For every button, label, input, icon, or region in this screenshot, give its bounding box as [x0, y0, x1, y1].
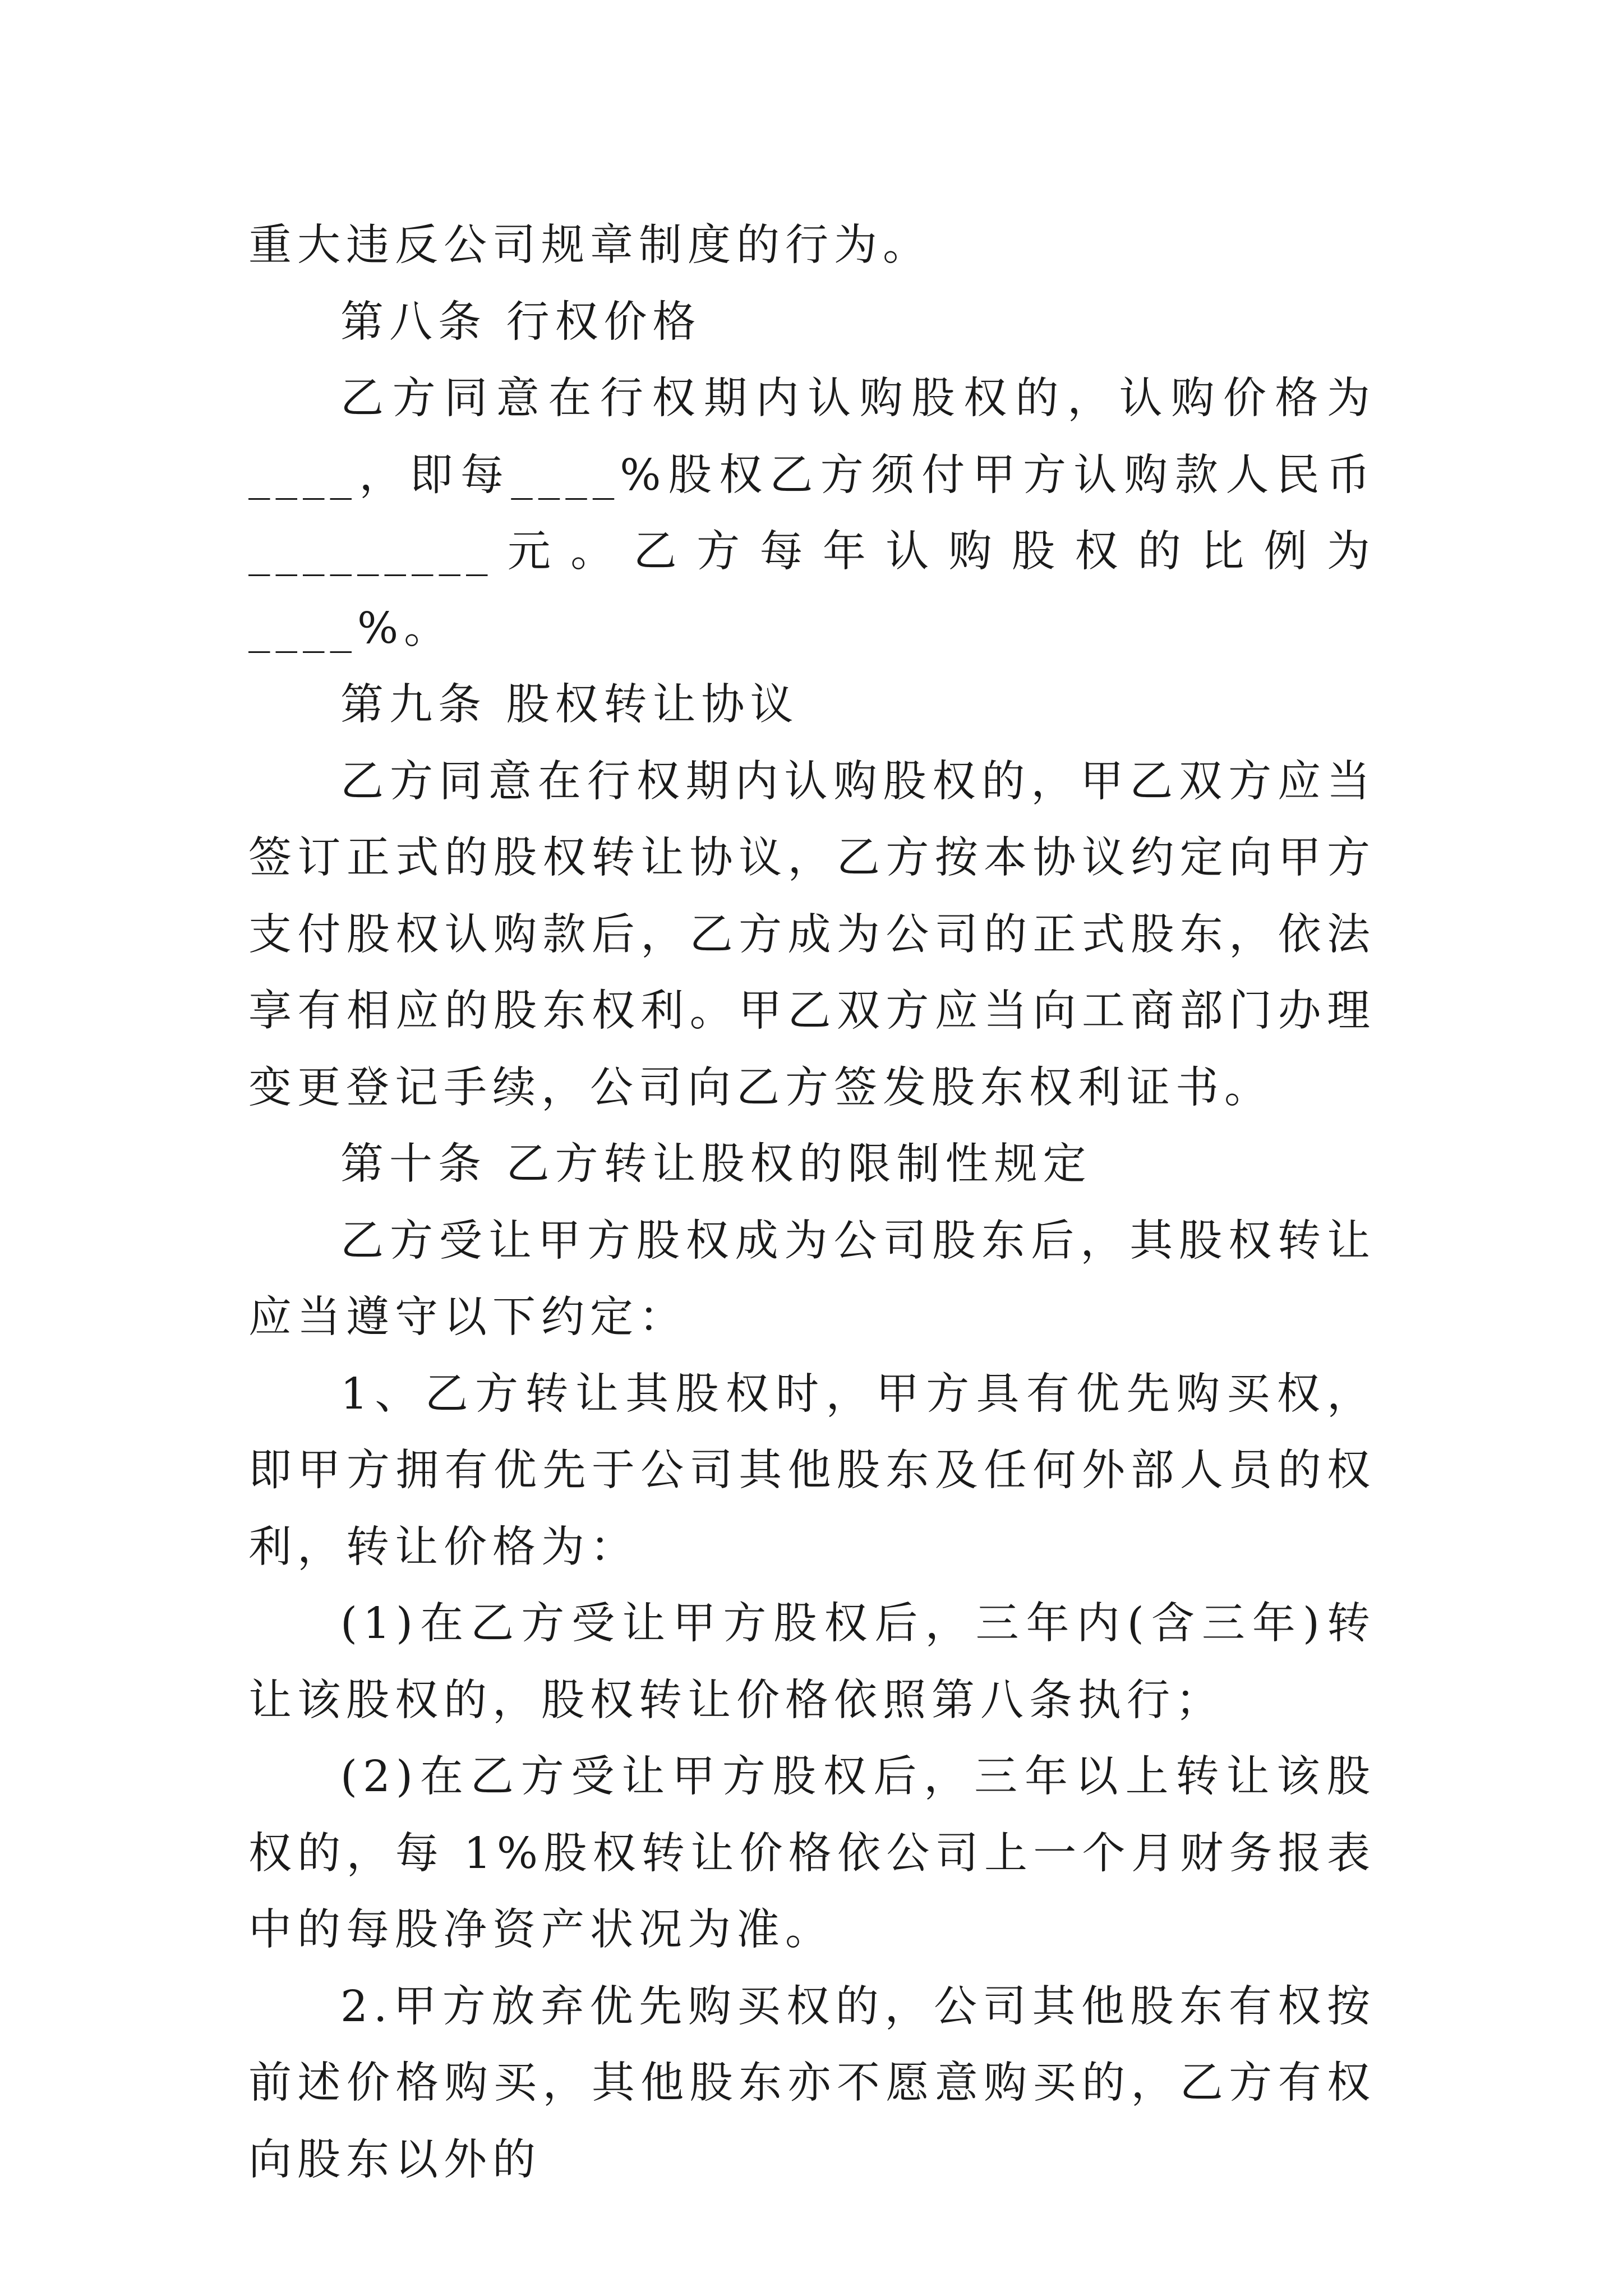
- document-body: [248, 208, 1376, 2198]
- article-10-heading: 第十条 乙方转让股权的限制性规定: [340, 1139, 1092, 1189]
- paragraph-continuation: 重大违反公司规章制度的行为。: [248, 220, 932, 270]
- article-9-body: 乙方同意在行权期内认购股权的，甲乙双方应当签订正式的股权转让协议，乙方按本协议约定向甲方支付股权认购款后，乙方成为公司的正式股东，依法享有相应的股东权利。甲乙双方应当向工商部门办理变更登记手续，公司向乙方签发股东权利证书。: [248, 756, 1376, 1113]
- article-10-clause-1-item-2: (2)在乙方受让甲方股权后，三年以上转让该股权的，每 1%股权转让价格依公司上一个月财务报表中的每股净资产状况为准。: [248, 1752, 1376, 1955]
- article-10-clause-1-item-1: (1)在乙方受让甲方股权后，三年内(含三年)转让该股权的，股权转让价格依照第八条执行；: [248, 1599, 1376, 1726]
- article-10-clause-2: 2.甲方放弃优先购买权的，公司其他股东有权按前述价格购买，其他股东亦不愿意购买的，乙方有权向股东以外的: [248, 1981, 1376, 2185]
- article-9-heading: 第九条 股权转让协议: [340, 680, 799, 730]
- article-10-clause-1: 1、乙方转让其股权时，甲方具有优先购买权，即甲方拥有优先于公司其他股东及任何外部人员的权利，转让价格为：: [248, 1369, 1376, 1572]
- article-10-intro: 乙方受让甲方股权成为公司股东后，其股权转让应当遵守以下约定：: [248, 1216, 1376, 1342]
- article-8-heading: 第八条 行权价格: [340, 297, 702, 347]
- article-8-body: 乙方同意在行权期内认购股权的，认购价格为____，即每____%股权乙方须付甲方认购款人民币_________元。乙方每年认购股权的比例为____%。: [248, 374, 1376, 654]
